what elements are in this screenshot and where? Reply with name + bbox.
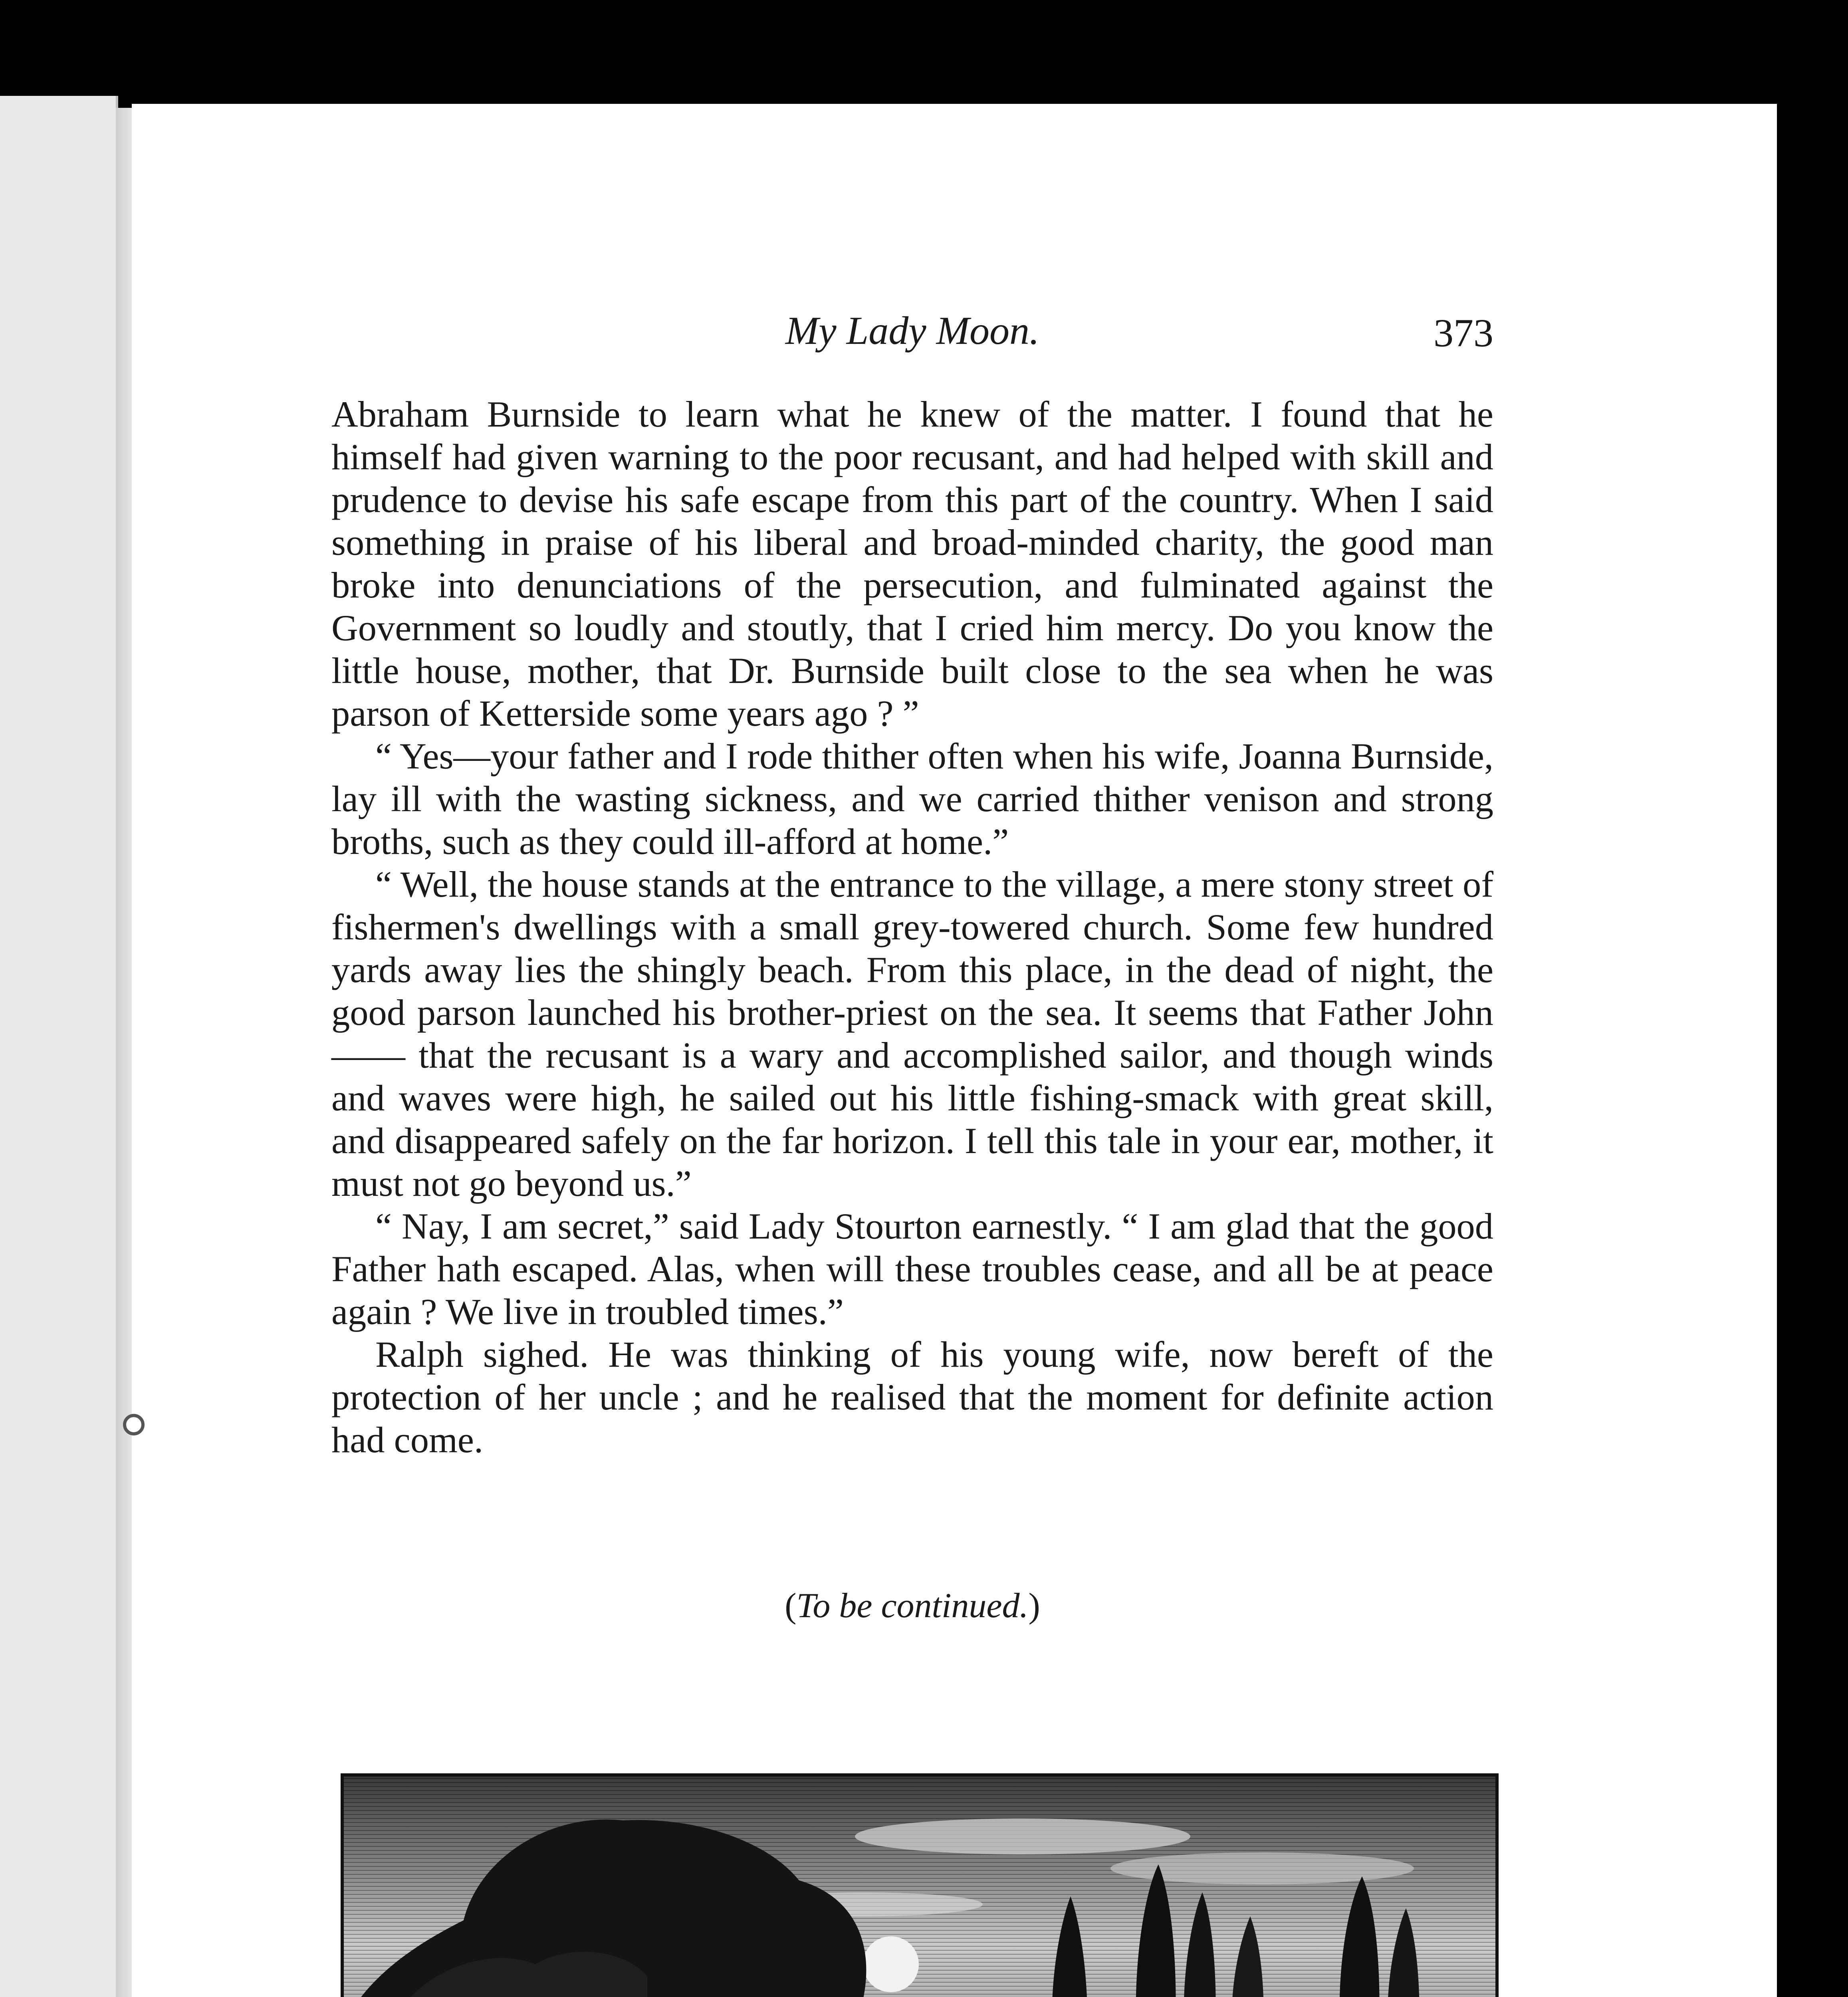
body-text xyxy=(331,393,1493,1462)
continued-text: To be continued. xyxy=(796,1586,1029,1625)
paragraph: “ Yes—your father and I rode thither often when his wife, Joanna Burnside, lay ill with the wasting sickness, and we carried thither venison and strong broths, such as they could ill-afford at home.” xyxy=(331,736,1493,862)
engraving-svg xyxy=(344,1777,1495,1997)
running-title: My Lady Moon. xyxy=(785,308,1039,353)
running-head xyxy=(331,308,1493,363)
to-be-continued xyxy=(331,1586,1493,1626)
paragraph: Ralph sighed. He was thinking of his young wife, now bereft of the protection of her uncle ; and he realised that the moment for definite action had come. xyxy=(331,1334,1493,1461)
river-landscape-engraving-icon xyxy=(341,1773,1499,1997)
facing-page-edge xyxy=(0,96,118,1997)
binding-ring-icon xyxy=(123,1414,145,1435)
continued-open-paren: ( xyxy=(785,1586,797,1625)
page-number: 373 xyxy=(1434,311,1493,355)
paragraph: “ Well, the house stands at the entrance to the village, a mere stony street of fishermen's dwellings with a small grey-towered church. Some few hundred yards away lies the shingly beach. From this place, in the dead of night, the good parson launched his brother-priest on the sea. It seems that Father John—— that the recusant is a wary and accomplished sailor, and though winds and waves were high, he sailed out his little fishing-smack with great skill, and disappeared safely on the far horizon. I tell this tale in your ear, mother, it must not go beyond us.” xyxy=(331,864,1493,1204)
paragraph: Abraham Burnside to learn what he knew of the matter. I found that he himself had given warning to the poor recusant, and had helped with skill and prudence to devise his safe escape from this part of the country. When I said something in praise of his liberal and broad-minded charity, the good man broke into denunciations of the persecution, and fulminated against the Government so loudly and stoutly, that I cried him mercy. Do you know the little house, mother, that Dr. Burnside built close to the sea when he was parson of Ketterside some years ago ? ” xyxy=(331,394,1493,734)
paragraph: “ Nay, I am secret,” said Lady Stourton earnestly. “ I am glad that the good Father hath escaped. Alas, when will these troubles cease, and all be at peace again ? We live in troubled times.” xyxy=(331,1206,1493,1332)
continued-close-paren: ) xyxy=(1028,1586,1040,1625)
